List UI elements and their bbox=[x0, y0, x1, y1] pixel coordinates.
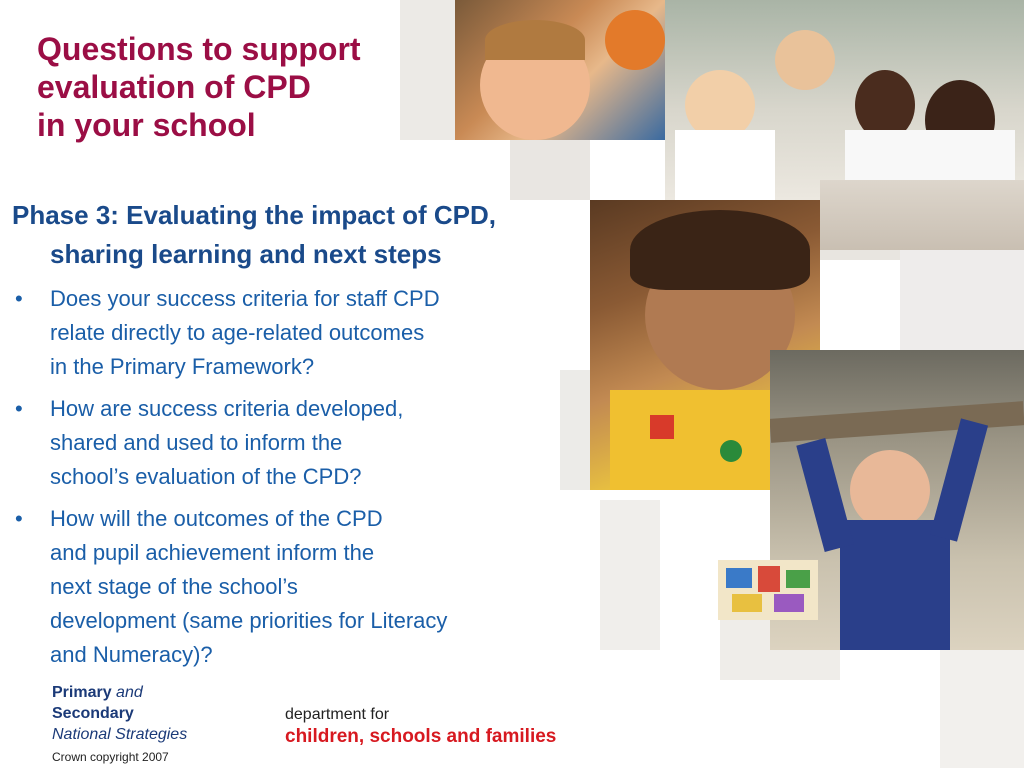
collage-tile bbox=[400, 0, 460, 140]
list-item bbox=[15, 392, 635, 494]
photo-desk bbox=[820, 180, 1024, 250]
title-line: in your school bbox=[37, 107, 256, 143]
title-line: Questions to support bbox=[37, 31, 361, 67]
national-strategies-logo bbox=[52, 682, 187, 768]
list-item-line: How will the outcomes of the CPD bbox=[50, 506, 383, 531]
collage-tile bbox=[510, 140, 590, 200]
collage-tile bbox=[940, 640, 1024, 768]
logo-primary: Primary bbox=[52, 684, 112, 701]
dcsf-name: children, schools and families bbox=[285, 726, 557, 747]
list-item-line: shared and used to inform the bbox=[50, 430, 343, 455]
photo-wall-display bbox=[718, 560, 818, 620]
bullet-icon: • bbox=[15, 396, 23, 421]
logo-and: and bbox=[116, 684, 143, 701]
phase-line: Phase 3: Evaluating the impact of CPD, bbox=[12, 200, 496, 230]
list-item-line: Does your success criteria for staff CPD bbox=[50, 286, 440, 311]
photo-classroom bbox=[665, 0, 1024, 200]
list-item-line: school’s evaluation of the CPD? bbox=[50, 464, 362, 489]
question-list bbox=[15, 282, 635, 680]
phase-heading bbox=[12, 196, 662, 274]
list-item-line: development (same priorities for Literacy bbox=[50, 608, 448, 633]
list-item-line: and pupil achievement inform the bbox=[50, 540, 375, 565]
dcsf-dept: department for bbox=[285, 706, 390, 723]
list-item bbox=[15, 502, 635, 672]
collage-tile bbox=[900, 250, 1024, 350]
bullet-icon: • bbox=[15, 506, 23, 531]
bullet-icon: • bbox=[15, 286, 23, 311]
list-item-line: How are success criteria developed, bbox=[50, 396, 404, 421]
list-item bbox=[15, 282, 635, 384]
list-item-line: next stage of the school’s bbox=[50, 574, 298, 599]
list-item-line: in the Primary Framework? bbox=[50, 354, 315, 379]
phase-line: sharing learning and next steps bbox=[50, 239, 442, 269]
page-title bbox=[37, 30, 361, 144]
logo-national: National Strategies bbox=[52, 726, 188, 743]
list-item-line: and Numeracy)? bbox=[50, 642, 213, 667]
logo-secondary: Secondary bbox=[52, 705, 134, 722]
photo-boy-car bbox=[455, 0, 665, 140]
title-line: evaluation of CPD bbox=[37, 69, 311, 105]
list-item-line: relate directly to age-related outcomes bbox=[50, 320, 425, 345]
copyright-text: Crown copyright 2007 bbox=[52, 750, 169, 764]
dcsf-logo bbox=[285, 705, 556, 749]
